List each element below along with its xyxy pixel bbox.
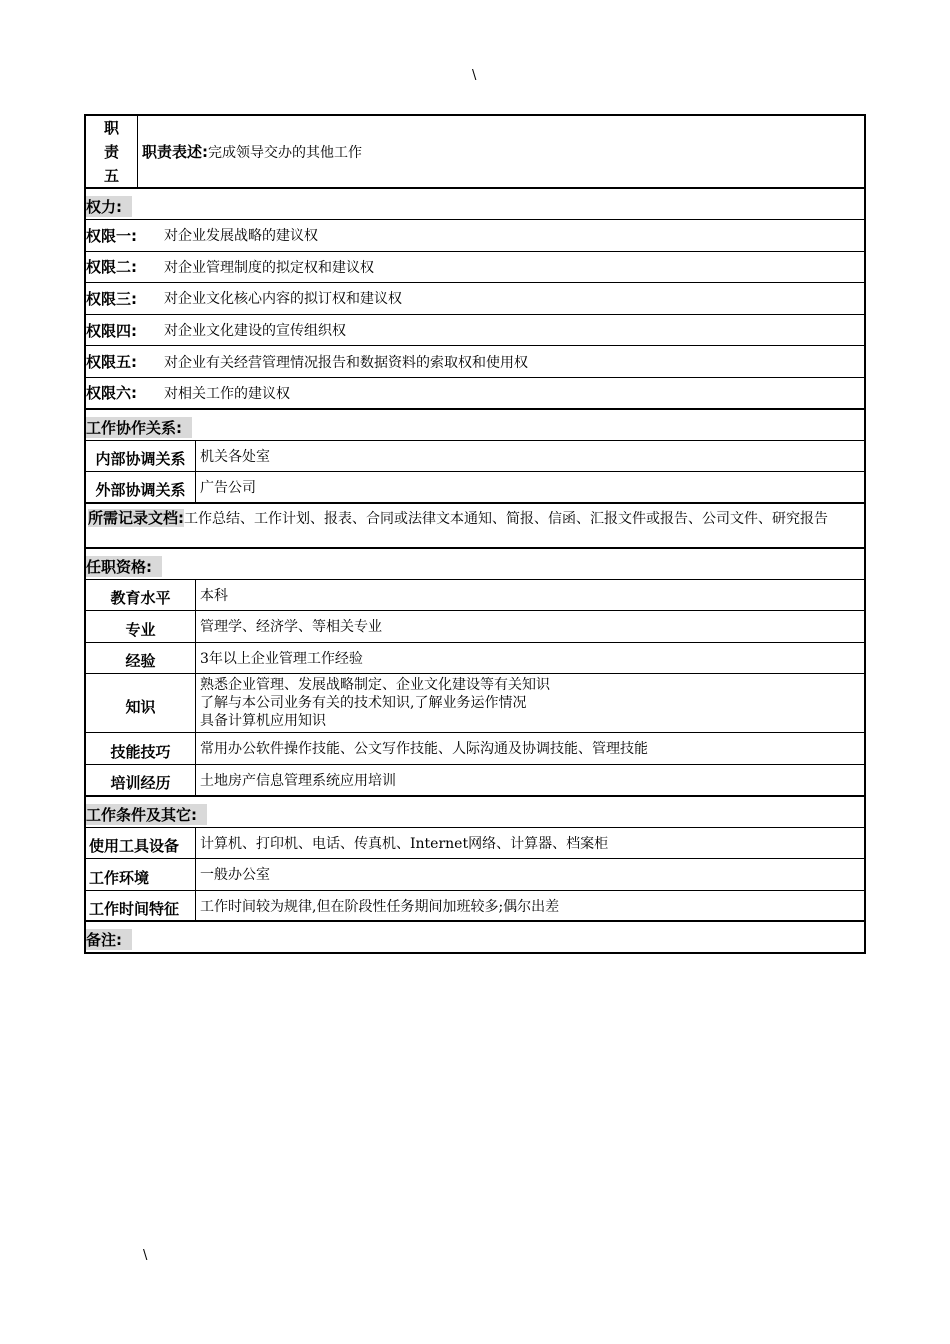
relation-text: 机关各处室 [200, 448, 270, 465]
conditions-title: 工作条件及其它: [86, 804, 207, 825]
authority-row [86, 346, 864, 378]
qualification-row-experience [86, 643, 864, 675]
authority-text: 对企业有关经营管理情况报告和数据资料的索取权和使用权 [164, 354, 528, 371]
qualification-row-major [86, 611, 864, 643]
training-label: 培训经历 [86, 765, 196, 795]
duty-five-row [86, 116, 864, 189]
relations-section-header [86, 410, 864, 441]
tools-label: 使用工具设备 [86, 828, 196, 859]
authority-row [86, 283, 864, 315]
authority-text: 对相关工作的建议权 [164, 385, 290, 402]
conditions-section-header [86, 797, 864, 828]
duty-desc-text: 完成领导交办的其他工作 [208, 144, 362, 161]
relation-row [86, 441, 864, 473]
experience-text: 3年以上企业管理工作经验 [200, 650, 363, 667]
authority-title: 权力: [86, 196, 132, 217]
qualification-row-training [86, 765, 864, 797]
duty-label-char: 职 [103, 118, 119, 137]
duty-label-char: 五 [103, 166, 119, 185]
major-label: 专业 [86, 611, 196, 642]
authority-label: 权限二: [86, 258, 137, 277]
knowledge-line: 熟悉企业管理、发展战略制定、企业文化建设等有关知识 [200, 677, 550, 694]
records-row [86, 504, 864, 549]
education-label: 教育水平 [86, 580, 196, 611]
relation-text: 广告公司 [200, 479, 256, 496]
knowledge-text [196, 674, 550, 732]
time-label: 工作时间特征 [86, 891, 196, 921]
authority-label: 权限五: [86, 353, 137, 372]
knowledge-line: 具备计算机应用知识 [200, 713, 326, 730]
authority-row [86, 315, 864, 347]
authority-text: 对企业发展战略的建议权 [164, 228, 318, 245]
skills-text: 常用办公软件操作技能、公文写作技能、人际沟通及协调技能、管理技能 [200, 741, 648, 758]
authority-text: 对企业管理制度的拟定权和建议权 [164, 259, 374, 276]
relation-label: 外部协调关系 [86, 472, 196, 502]
authority-row [86, 252, 864, 284]
training-text: 土地房产信息管理系统应用培训 [200, 772, 396, 789]
environment-text: 一般办公室 [200, 867, 270, 884]
authority-label: 权限六: [86, 384, 137, 403]
records-label: 所需记录文档: [88, 508, 184, 527]
authority-text: 对企业文化建设的宣传组织权 [164, 323, 346, 340]
duty-label-char: 责 [103, 142, 119, 161]
notes-label: 备注: [86, 929, 132, 950]
authority-row [86, 220, 864, 252]
authority-label: 权限四: [86, 321, 137, 340]
page-mark-top: \ [472, 68, 477, 83]
qualification-row-knowledge [86, 674, 864, 733]
education-text: 本科 [200, 587, 228, 604]
duty-five-description [138, 116, 362, 187]
relations-title: 工作协作关系: [86, 417, 192, 438]
qualification-row-education [86, 580, 864, 612]
condition-row-environment [86, 859, 864, 891]
relation-label: 内部协调关系 [86, 441, 196, 472]
qualification-row-skills [86, 733, 864, 765]
tools-text: 计算机、打印机、电话、传真机、Internet网络、计算器、档案柜 [200, 835, 609, 852]
condition-row-tools [86, 828, 864, 860]
page-mark-bottom: \ [143, 1248, 148, 1263]
qualifications-title: 任职资格: [86, 556, 162, 577]
authority-label: 权限三: [86, 289, 137, 308]
skills-label: 技能技巧 [86, 733, 196, 764]
knowledge-label: 知识 [86, 674, 196, 732]
records-text: 工作总结、工作计划、报表、合同或法律文本通知、简报、信函、汇报文件或报告、公司文件、研究报告 [184, 510, 828, 527]
knowledge-line: 了解与本公司业务有关的技术知识,了解业务运作情况 [200, 695, 527, 712]
experience-label: 经验 [86, 643, 196, 674]
condition-row-time [86, 891, 864, 923]
duty-desc-label: 职责表述: [142, 143, 208, 161]
major-text: 管理学、经济学、等相关专业 [200, 619, 382, 636]
authority-label: 权限一: [86, 226, 137, 245]
job-description-table [84, 114, 866, 954]
notes-row [86, 922, 864, 952]
authority-row [86, 378, 864, 410]
authority-section-header [86, 189, 864, 220]
duty-five-label [86, 116, 138, 187]
relation-row [86, 472, 864, 504]
environment-label: 工作环境 [86, 859, 196, 890]
authority-text: 对企业文化核心内容的拟订权和建议权 [164, 291, 402, 308]
time-text: 工作时间较为规律,但在阶段性任务期间加班较多;偶尔出差 [200, 898, 560, 915]
qualifications-section-header [86, 549, 864, 580]
